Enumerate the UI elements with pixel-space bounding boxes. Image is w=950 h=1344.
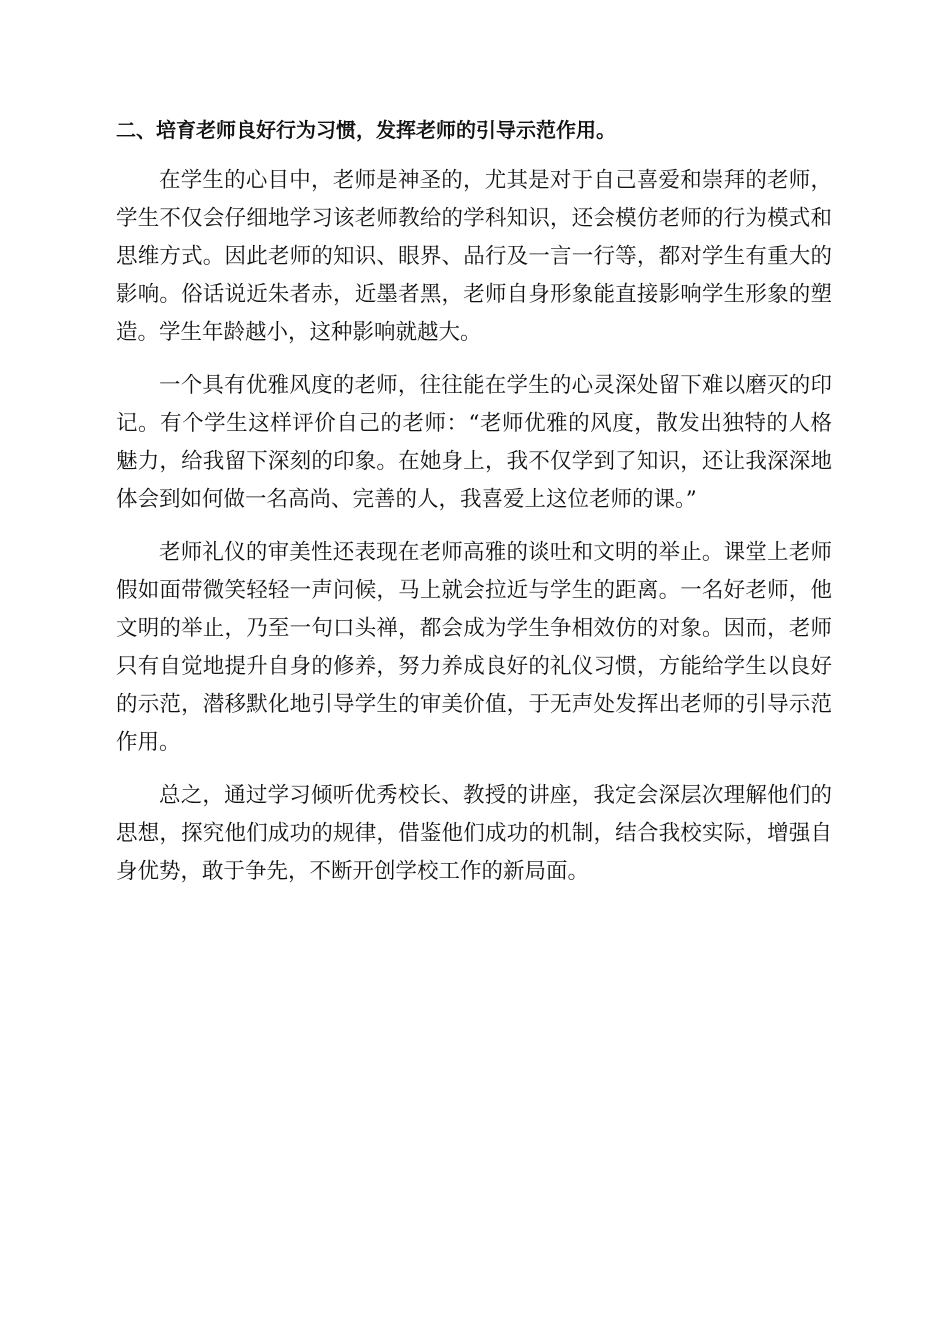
paragraph-elegant-demeanor: 一个具有优雅风度的老师，往往能在学生的心灵深处留下难以磨灭的印记。有个学生这样评价自己的老师：“老师优雅的风度，散发出独特的人格魅力，给我留下深刻的印象。在她身上，我不仅学到了知识，还让我深深地体会到如何做一名高尚、完善的人，我喜爱上这位老师的课。” [116, 373, 832, 512]
paragraph-conclusion: 总之，通过学习倾听优秀校长、教授的讲座，我定会深层次理解他们的思想，探究他们成功的规律，借鉴他们成功的机制，结合我校实际，增强自身优势，敢于争先，不断开创学校工作的新局面。 [116, 783, 832, 884]
paragraph-etiquette-aesthetics: 老师礼仪的审美性还表现在老师高雅的谈吐和文明的举止。课堂上老师假如面带微笑轻轻一声问候，马上就会拉近与学生的距离。一名好老师，他文明的举止，乃至一句口头禅，都会成为学生争相效仿的对象。因而，老师只有自觉地提升自身的修养，努力养成良好的礼仪习惯，方能给学生以良好的示范，潜移默化地引导学生的审美价值，于无声处发挥出老师的引导示范作用。 [116, 540, 832, 755]
paragraph-teacher-influence: 在学生的心目中，老师是神圣的，尤其是对于自己喜爱和崇拜的老师，学生不仅会仔细地学习该老师教给的学科知识，还会模仿老师的行为模式和思维方式。因此老师的知识、眼界、品行及一言一行等，都对学生有重大的影响。俗话说近朱者赤，近墨者黑，老师自身形象能直接影响学生形象的塑造。学生年龄越小，这种影响就越大。 [116, 168, 832, 345]
section-heading: 二、培育老师良好行为习惯，发挥老师的引导示范作用。 [116, 118, 616, 142]
document-body [116, 113, 832, 906]
